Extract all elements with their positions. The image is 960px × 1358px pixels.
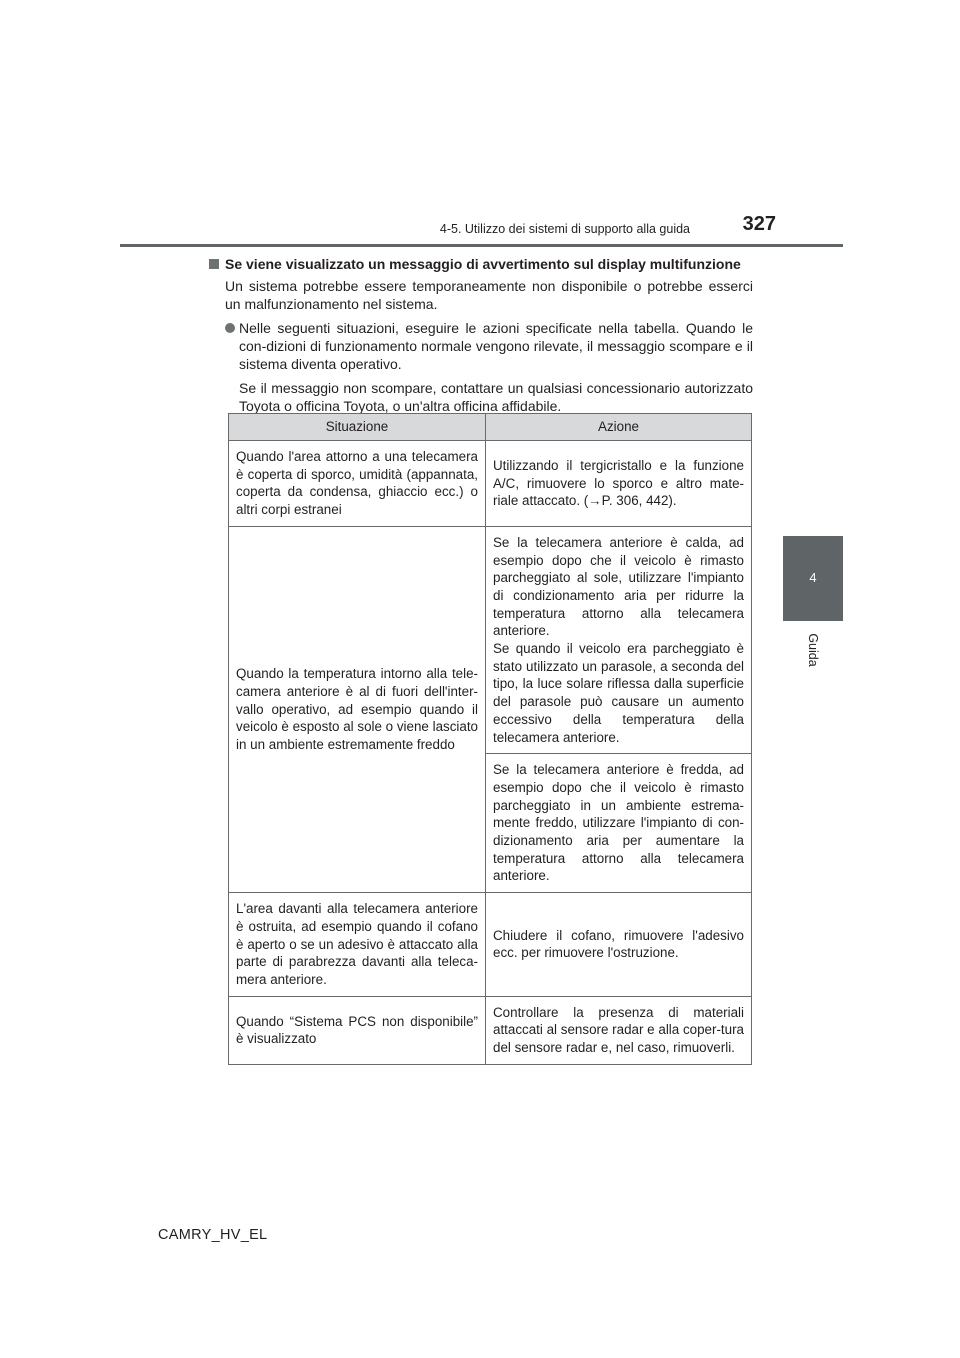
situation-cell: Quando “Sistema PCS non disponibile” è visualizzato — [229, 996, 486, 1064]
document-id: CAMRY_HV_EL — [158, 1227, 268, 1243]
circle-bullet-icon — [225, 323, 235, 333]
header-rule — [120, 244, 843, 247]
header-section-title: 4-5. Utilizzo dei sistemi di supporto alla guida — [439, 222, 690, 236]
action-cell: Controllare la presenza di materiali attaccati al sensore radar e alla coper-tura del sensore radar e, nel caso, rimuoverli. — [486, 996, 752, 1064]
bullet-item — [225, 319, 753, 373]
column-header-situation: Situazione — [229, 414, 486, 441]
bullet-note: Se il messaggio non scompare, contattare un qualsiasi concessionario autorizzato Toyota o officina Toyota, o un'altra officina affidabile. — [239, 380, 753, 414]
intro-paragraph: Un sistema potrebbe essere temporaneamente non disponibile o potrebbe esserci un malfunzionamento nel sistema. — [225, 278, 753, 312]
table-row — [229, 893, 752, 997]
table-row — [229, 526, 752, 753]
situation-cell: L'area davanti alla telecamera anteriore è ostruita, ad esempio quando il cofano è aperto o se un adesivo è attaccato alla parte di parabrezza davanti alla teleca-mera anteriore. — [229, 893, 486, 997]
square-bullet-icon — [209, 259, 219, 269]
table-row — [229, 441, 752, 527]
column-header-action: Azione — [486, 414, 752, 441]
main-content — [209, 255, 753, 415]
action-cell: Chiudere il cofano, rimuovere l'adesivo ecc. per rimuovere l'ostruzione. — [486, 893, 752, 997]
page-number: 327 — [742, 213, 776, 235]
chapter-tab — [783, 536, 843, 621]
situation-action-table — [228, 413, 752, 1065]
section-heading-text: Se viene visualizzato un messaggio di avvertimento sul display multifunzione — [225, 256, 741, 272]
bullet-text: Nelle seguenti situazioni, eseguire le azioni specificate nella tabella. Quando le con-dizioni di funzionamento normale vengono rilevate, il messaggio scompare e il sistema diventa operativo. — [239, 320, 753, 372]
table-header-row — [229, 414, 752, 441]
chapter-label — [790, 630, 836, 670]
chapter-number: 4 — [809, 570, 817, 585]
action-text: Se quando il veicolo era parcheggiato è stato utilizzato un parasole, a seconda del tipo, la luce solare riflessa dalla superficie del parasole può causare un aumento eccessivo della temperatura della telecamera anteriore. — [493, 641, 744, 745]
action-text: Se la telecamera anteriore è calda, ad esempio dopo che il veicolo è rimasto parcheggiato al sole, utilizzare l'impianto di condizionamento aria per ridurre la temperatura attorno alla telecamera anteriore. — [493, 534, 744, 639]
action-cell — [486, 526, 752, 753]
section-heading — [209, 255, 753, 273]
situation-cell: Quando l'area attorno a una telecamera è coperta di sporco, umidità (appannata, coperta da condensa, ghiaccio ecc.) o altri corpi estranei — [229, 441, 486, 527]
table-row — [229, 996, 752, 1064]
action-cell: Utilizzando il tergicristallo e la funzione A/C, rimuovere lo sporco e altro mate-riale attaccato. (→P. 306, 442). — [486, 441, 752, 527]
situation-cell: Quando la temperatura intorno alla tele-camera anteriore è al di fuori dell'inter-vallo operativo, ad esempio quando il veicolo è esposto al sole o viene lasciato in un ambiente estremamente freddo — [229, 526, 486, 892]
chapter-label-text: Guida — [806, 633, 820, 667]
action-cell: Se la telecamera anteriore è fredda, ad esempio dopo che il veicolo è rimasto parcheggiato in un ambiente estrema-mente freddo, utilizzare l'impianto di con-dizionamento aria per aumentare la temperatura attorno alla telecamera anteriore. — [486, 754, 752, 893]
